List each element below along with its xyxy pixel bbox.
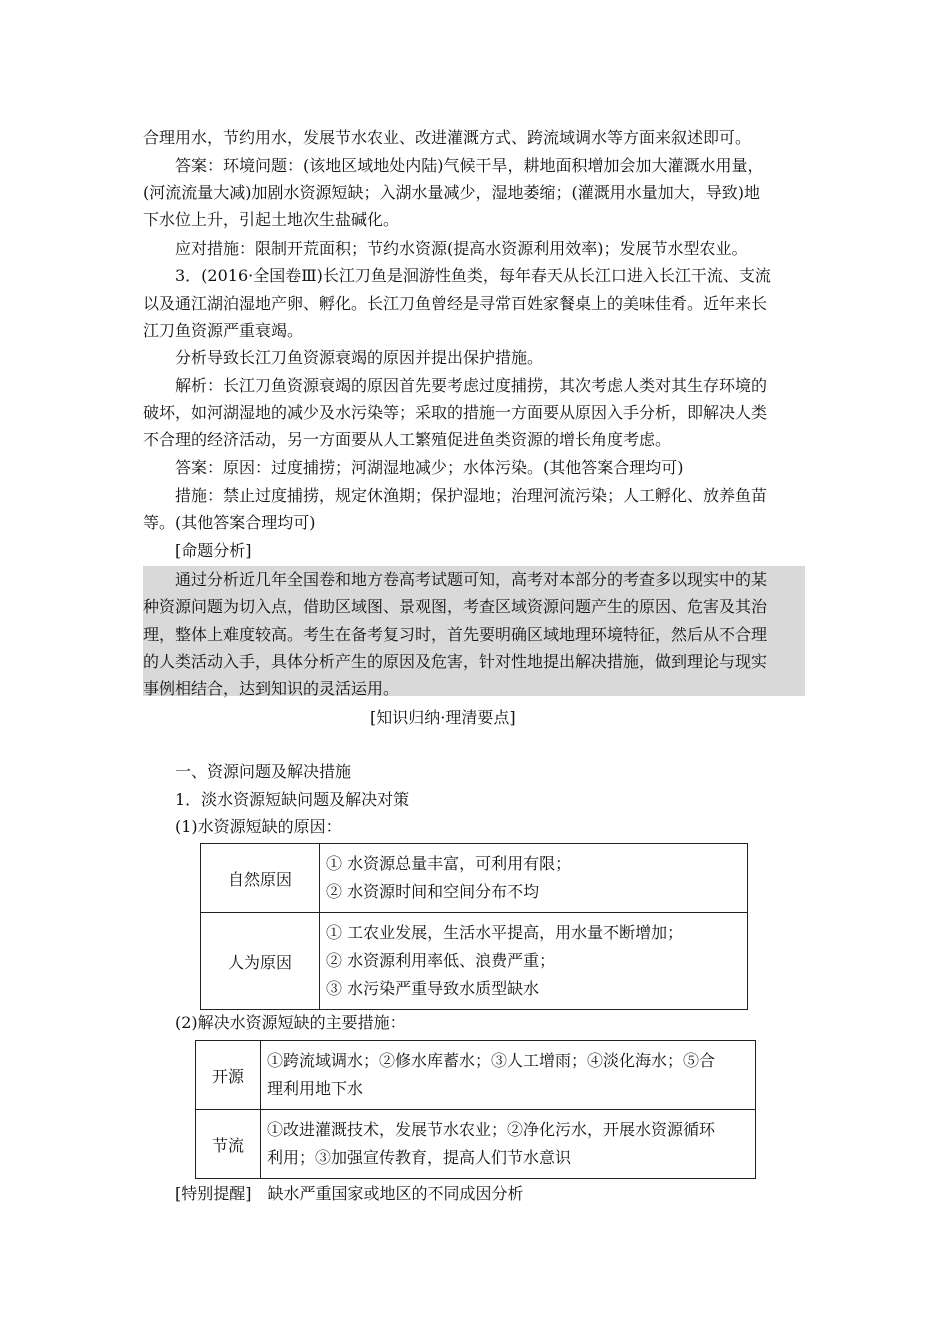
answer-line: 答案：原因：过度捕捞；河湖湿地减少；水体污染。(其他答案合理均可)	[175, 458, 684, 477]
subsection-heading: (2)解决水资源短缺的主要措施：	[175, 1013, 406, 1032]
question-line: 3．(2016·全国卷Ⅲ)长江刀鱼是洄游性鱼类，每年春天从长江口进入长江干流、支流	[175, 266, 771, 285]
cell-line: ①改进灌溉技术，发展节水农业；②净化污水，开展水资源循环	[267, 1120, 716, 1139]
cell-line: 理利用地下水	[267, 1079, 364, 1098]
special-reminder: [特别提醒] 缺水严重国家或地区的不同成因分析	[175, 1184, 524, 1203]
highlight-line: 事例相结合，达到知识的灵活运用。	[143, 679, 400, 698]
table-row-header: 开源	[196, 1041, 261, 1110]
cell-line: ① 工农业发展，生活水平提高，用水量不断增加；	[326, 923, 684, 942]
table-row	[196, 1041, 756, 1110]
section-heading: [知识归纳·理清要点]	[370, 708, 516, 727]
table-cell	[261, 1110, 756, 1179]
table-row-header: 节流	[196, 1110, 261, 1179]
table-row-header: 自然原因	[201, 844, 320, 913]
table-row	[201, 913, 748, 1010]
highlight-line: 的人类活动入手，具体分析产生的原因及危害，针对性地提出解决措施，做到理论与现实	[143, 652, 768, 671]
cell-line: ② 水资源利用率低、浪费严重；	[326, 951, 556, 970]
measures-table	[195, 1040, 756, 1179]
answer-line: (河流流量大减)加剧水资源短缺；入湖水量减少，湿地萎缩；(灌溉用水量加大，导致)地	[143, 183, 760, 202]
analysis-line: 破坏，如河湖湿地的减少及水污染等；采取的措施一方面要从原因入手分析，即解决人类	[143, 403, 768, 422]
measures-line: 等。(其他答案合理均可)	[143, 513, 316, 532]
paragraph-line: 合理用水，节约用水，发展节水农业、改进灌溉方式、跨流域调水等方面来叙述即可。	[143, 128, 752, 147]
answer-line: 下水位上升，引起土地次生盐碱化。	[143, 210, 400, 229]
analysis-line: 解析：长江刀鱼资源衰竭的原因首先要考虑过度捕捞，其次考虑人类对其生存环境的	[175, 376, 768, 395]
table-row-header: 人为原因	[201, 913, 320, 1010]
cell-line: ② 水资源时间和空间分布不均	[326, 882, 540, 901]
highlight-line: 通过分析近几年全国卷和地方卷高考试题可知，高考对本部分的考查多以现实中的某	[175, 570, 768, 589]
answer-line: 答案：环境问题：(该地区域地处内陆)气候干旱，耕地面积增加会加大灌溉水用量，	[175, 156, 764, 175]
cell-line: ③ 水污染严重导致水质型缺水	[326, 979, 540, 998]
measures-line: 措施：禁止过度捕捞，规定休渔期；保护湿地；治理河流污染；人工孵化、放养鱼苗	[175, 486, 768, 505]
question-prompt: 分析导致长江刀鱼资源衰竭的原因并提出保护措施。	[175, 348, 544, 367]
measures-line: 应对措施：限制开荒面积；节约水资源(提高水资源利用效率)；发展节水型农业。	[175, 239, 748, 258]
section-tag: [命题分析]	[175, 541, 252, 560]
question-line: 江刀鱼资源严重衰竭。	[143, 321, 304, 340]
analysis-line: 不合理的经济活动，另一方面要从人工繁殖促进鱼类资源的增长角度考虑。	[143, 430, 672, 449]
cell-line: ① 水资源总量丰富，可利用有限；	[326, 854, 572, 873]
table-cell	[261, 1041, 756, 1110]
highlight-line: 种资源问题为切入点，借助区域图、景观图，考查区域资源问题产生的原因、危害及其治	[143, 597, 768, 616]
subsection-heading: 1．淡水资源短缺问题及解决对策	[175, 790, 410, 809]
question-line: 以及通江湖泊湿地产卵、孵化。长江刀鱼曾经是寻常百姓家餐桌上的美味佳肴。近年来长	[143, 294, 768, 313]
section-heading: 一、资源问题及解决措施	[175, 762, 352, 781]
causes-table	[200, 843, 748, 1010]
highlight-line: 理，整体上难度较高。考生在备考复习时，首先要明确区域地理环境特征，然后从不合理	[143, 625, 768, 644]
cell-line: ①跨流域调水；②修水库蓄水；③人工增雨；④淡化海水；⑤合	[267, 1051, 716, 1070]
cell-line: 利用；③加强宣传教育，提高人们节水意识	[267, 1148, 572, 1167]
table-cell	[320, 913, 748, 1010]
table-row	[196, 1110, 756, 1179]
table-cell	[320, 844, 748, 913]
subsection-heading: (1)水资源短缺的原因：	[175, 817, 342, 836]
table-row	[201, 844, 748, 913]
